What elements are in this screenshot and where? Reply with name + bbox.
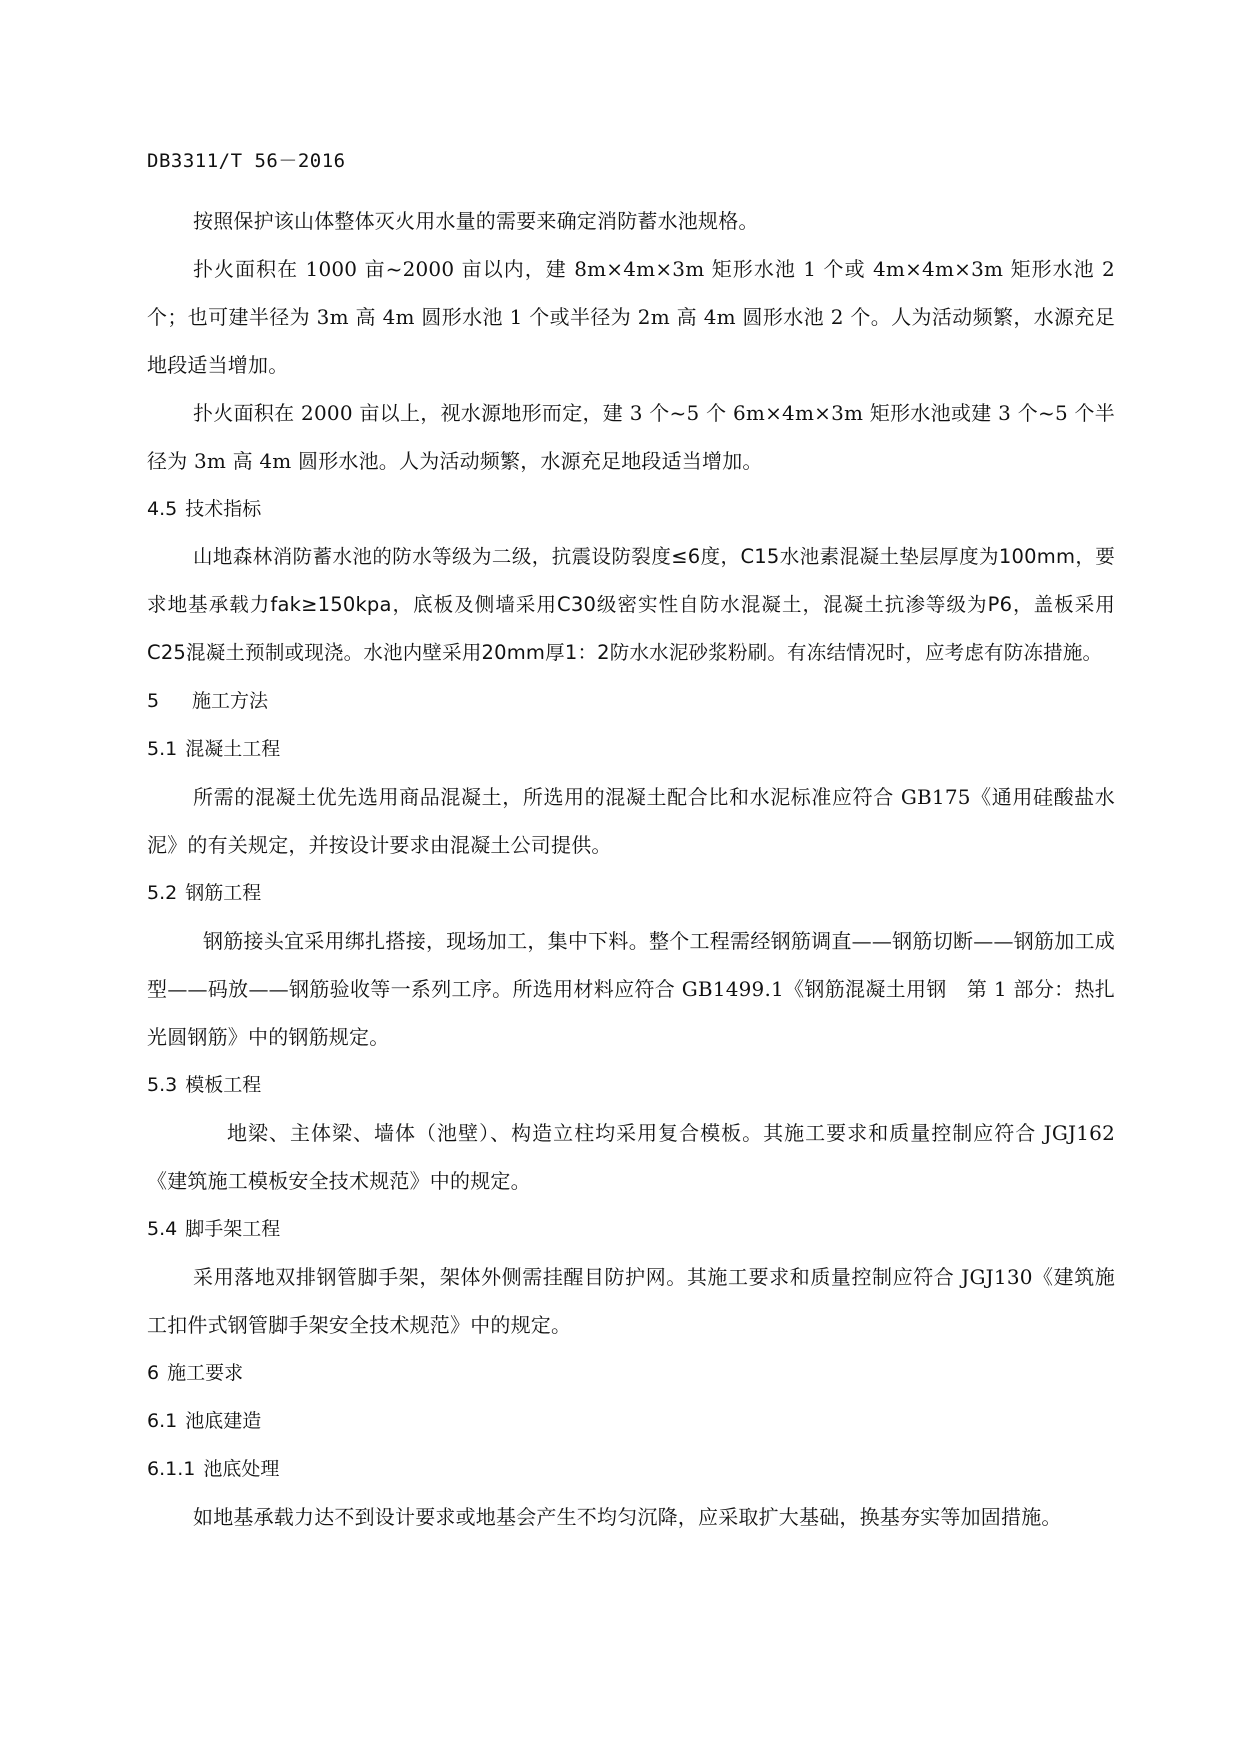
section-title: 技术指标 [185,498,262,520]
section-title: 脚手架工程 [185,1218,281,1240]
document-body [147,197,1115,1541]
document-code: DB3311/T 56－2016 [147,150,346,172]
section-heading-6 [147,1349,1115,1397]
section-title: 模板工程 [185,1074,262,1096]
section-heading-4-5 [147,485,1115,533]
paragraph-rebar: 钢筋接头宜采用绑扎搭接，现场加工，集中下料。整个工程需经钢筋调直——钢筋切断——钢筋加工成型——码放——钢筋验收等一系列工序。所选用材料应符合 GB1499.1《钢筋混凝土用钢 第 1 部分：热扎光圆钢筋》中的钢筋规定。 [147,929,1115,1049]
section-number: 6.1.1 [147,1458,196,1480]
paragraph-area-over-2000: 扑火面积在 2000 亩以上，视水源地形而定，建 3 个~5 个 6m×4m×3m 矩形水池或建 3 个~5 个半径为 3m 高 4m 圆形水池。人为活动频繁，水源充足地段适当增加。 [147,401,1115,473]
paragraph-concrete: 所需的混凝土优先选用商品混凝土，所选用的混凝土配合比和水泥标准应符合 GB175《通用硅酸盐水泥》的有关规定，并按设计要求由混凝土公司提供。 [147,785,1115,857]
section-title: 施工方法 [192,690,269,712]
section-number: 5.1 [147,738,178,760]
paragraph-area-1000-2000: 扑火面积在 1000 亩~2000 亩以内，建 8m×4m×3m 矩形水池 1 个或 4m×4m×3m 矩形水池 2 个；也可建半径为 3m 高 4m 圆形水池 1 个或半径为 2m 高 4m 圆形水池 2 个。人为活动频繁，水源充足地段适当增加。 [147,257,1115,377]
section-heading-6-1 [147,1397,1115,1445]
section-title: 钢筋工程 [185,882,262,904]
section-number: 5.3 [147,1074,178,1096]
section-number: 4.5 [147,498,178,520]
paragraph-formwork: 地梁、主体梁、墙体（池壁）、构造立柱均采用复合模板。其施工要求和质量控制应符合 JGJ162《建筑施工模板安全技术规范》中的规定。 [147,1121,1115,1193]
section-heading-5-2 [147,869,1115,917]
paragraph-technical-indicators: 山地森林消防蓄水池的防水等级为二级，抗震设防裂度≤6度，C15水池素混凝土垫层厚度为100mm，要求地基承载力fak≥150kpa，底板及侧墙采用C30级密实性自防水混凝土，混凝土抗渗等级为P6，盖板采用C25混凝土预制或现浇。水池内壁采用20mm厚1：2防水水泥砂浆粉刷。有冻结情况时，应考虑有防冻措施。 [147,545,1115,664]
section-title: 施工要求 [167,1362,244,1384]
paragraph-pool-bottom-treatment: 如地基承载力达不到设计要求或地基会产生不均匀沉降，应采取扩大基础，换基夯实等加固措施。 [193,1505,1062,1529]
section-number: 6 [147,1362,160,1384]
section-title: 混凝土工程 [185,738,281,760]
section-number: 6.1 [147,1410,178,1432]
section-number: 5.2 [147,882,178,904]
section-heading-5-3 [147,1061,1115,1109]
section-heading-5-1 [147,725,1115,773]
section-number: 5 [147,690,160,712]
section-number: 5.4 [147,1218,178,1240]
section-heading-5 [147,677,1115,725]
paragraph-pool-spec-basis: 按照保护该山体整体灭火用水量的需要来确定消防蓄水池规格。 [193,209,759,233]
section-heading-6-1-1 [147,1445,1115,1493]
section-title: 池底处理 [203,1458,280,1480]
section-title: 池底建造 [185,1410,262,1432]
paragraph-scaffolding: 采用落地双排钢管脚手架，架体外侧需挂醒目防护网。其施工要求和质量控制应符合 JGJ130《建筑施工扣件式钢管脚手架安全技术规范》中的规定。 [147,1265,1115,1337]
section-heading-5-4 [147,1205,1115,1253]
